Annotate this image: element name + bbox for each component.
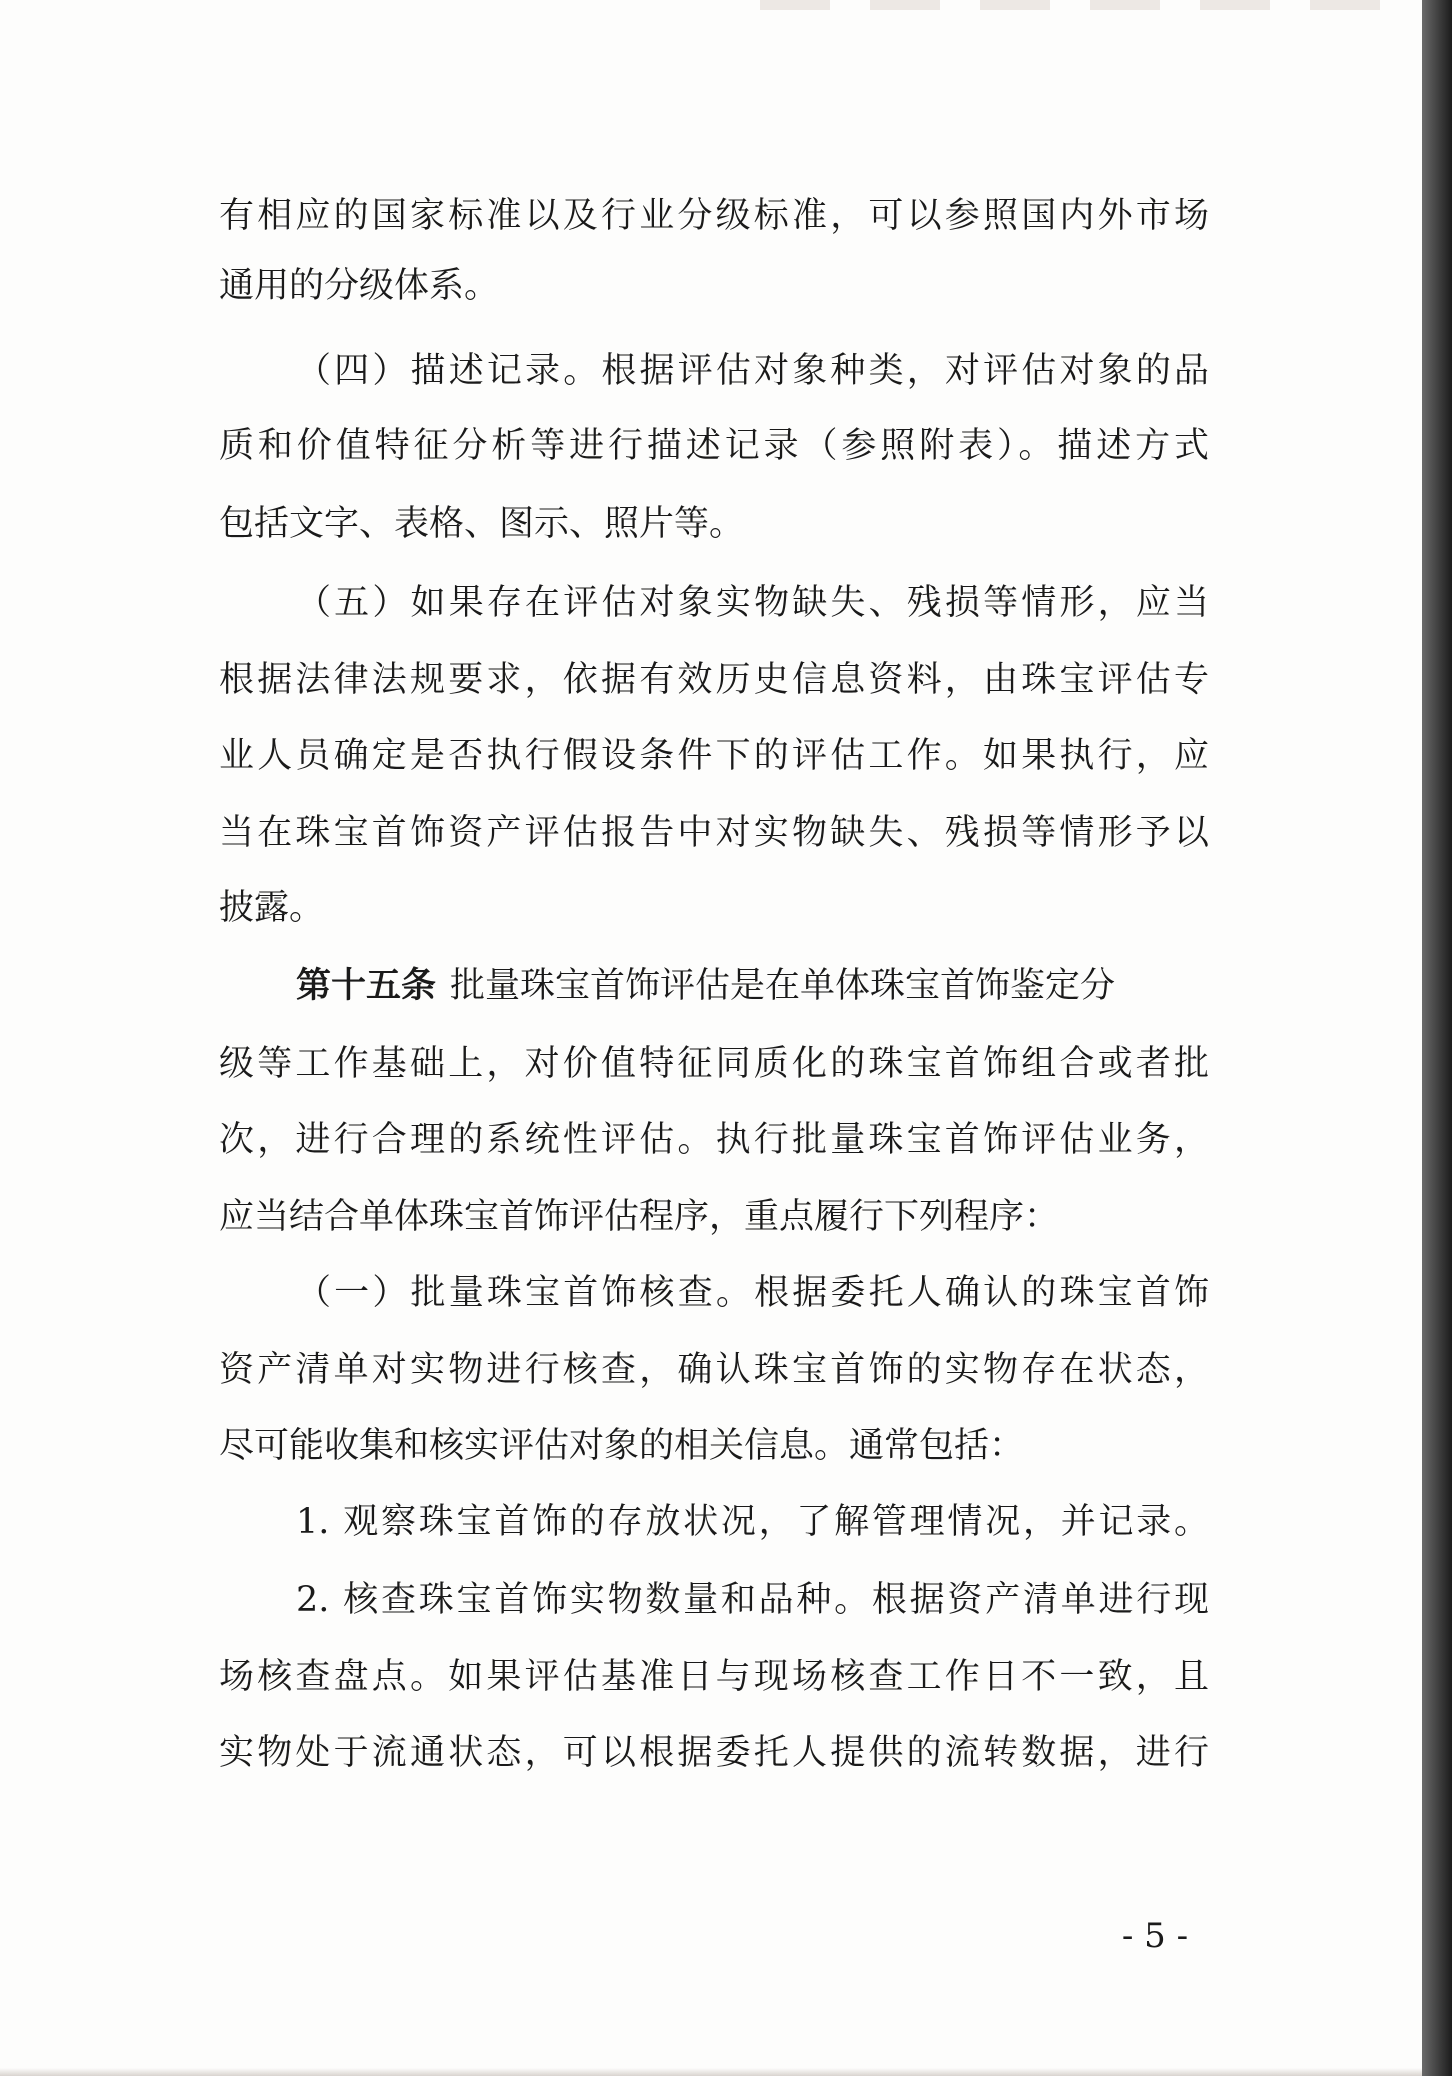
text-line-18: 1. 观察珠宝首饰的存放状况，了解管理情况，并记录。: [296, 1502, 1209, 1542]
text-line-3: （四）描述记录。根据评估对象种类，对评估对象的品: [296, 351, 1209, 391]
text-line-7: 根据法律法规要求，依据有效历史信息资料，由珠宝评估专: [219, 660, 1209, 700]
article-label: 第十五条: [296, 965, 437, 1006]
article-15-first-line: [296, 961, 1209, 1011]
text-line-15: （一）批量珠宝首饰核查。根据委托人确认的珠宝首饰: [296, 1273, 1209, 1313]
text-line-1: 有相应的国家标准以及行业分级标准，可以参照国内外市场: [219, 196, 1209, 236]
text-line-11: 批量珠宝首饰评估是在单体珠宝首饰鉴定分: [450, 966, 1116, 1006]
scan-right-edge: [1422, 0, 1452, 2076]
text-line-9: 当在珠宝首饰资产评估报告中对实物缺失、残损等情形予以: [219, 813, 1209, 853]
page-number: - 5 -: [1121, 1916, 1189, 1956]
text-line-10: 披露。: [219, 888, 325, 928]
text-line-17: 尽可能收集和核实评估对象的相关信息。通常包括：: [219, 1426, 1025, 1466]
text-line-8: 业人员确定是否执行假设条件下的评估工作。如果执行，应: [219, 736, 1209, 776]
text-line-14: 应当结合单体珠宝首饰评估程序，重点履行下列程序：: [219, 1197, 1060, 1237]
text-line-16: 资产清单对实物进行核查，确认珠宝首饰的实物存在状态，: [219, 1350, 1209, 1390]
text-line-6: （五）如果存在评估对象实物缺失、残损等情形，应当: [296, 583, 1209, 623]
text-line-19: 2. 核查珠宝首饰实物数量和品种。根据资产清单进行现: [296, 1580, 1209, 1620]
text-line-12: 级等工作基础上，对价值特征同质化的珠宝首饰组合或者批: [219, 1044, 1209, 1084]
text-line-20: 场核查盘点。如果评估基准日与现场核查工作日不一致，且: [219, 1657, 1209, 1697]
text-line-4: 质和价值特征分析等进行描述记录（参照附表）。描述方式: [219, 426, 1209, 466]
text-line-2: 通用的分级体系。: [219, 266, 500, 306]
scan-top-marks: [760, 0, 1400, 10]
text-line-21: 实物处于流通状态，可以根据委托人提供的流转数据，进行: [219, 1733, 1209, 1773]
scan-bottom-edge: [0, 2068, 1422, 2076]
text-line-5: 包括文字、表格、图示、照片等。: [219, 504, 745, 544]
text-line-13: 次，进行合理的系统性评估。执行批量珠宝首饰评估业务，: [219, 1120, 1209, 1160]
